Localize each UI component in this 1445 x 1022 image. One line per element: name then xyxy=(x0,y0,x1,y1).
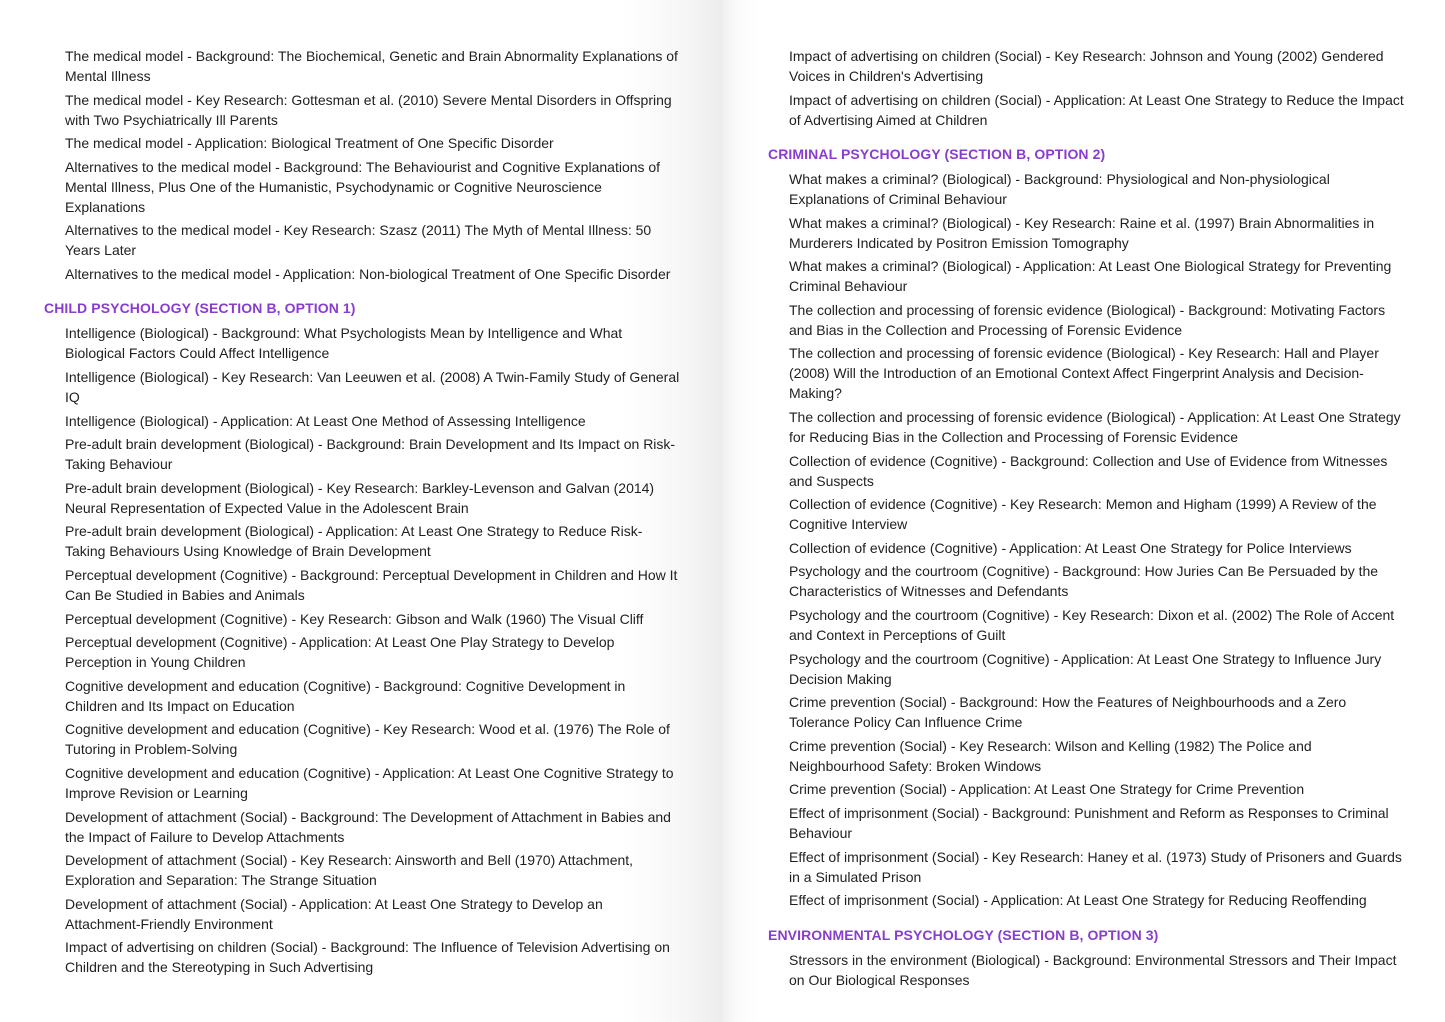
contents-entry[interactable]: The collection and processing of forensic evidence (Biological) - Background: Motivating Factors and Bias in the Collection and Processing of Forensic Evidence xyxy=(789,301,1386,338)
contents-entry[interactable]: Psychology and the courtroom (Cognitive) - Background: How Juries Can Be Persuaded by the Characteristics of Witnesses and Defendants xyxy=(789,563,1379,600)
contents-entry[interactable]: Impact of advertising on children (Social) - Background: The Influence of Television Advertising on Children and the Stereotyping in Such Advertising xyxy=(65,939,670,976)
contents-entry[interactable]: Impact of advertising on children (Social) - Application: At Least One Strategy to Reduce the Impact of Advertising Aimed at Children xyxy=(789,91,1404,128)
contents-entry[interactable]: Collection of evidence (Cognitive) - Background: Collection and Use of Evidence from Witnesses and Suspects xyxy=(789,452,1388,489)
contents-list-criminal-psychology xyxy=(768,169,1404,910)
contents-entry[interactable]: Perceptual development (Cognitive) - Key Research: Gibson and Walk (1960) The Visual Cliff xyxy=(65,610,644,627)
right-page xyxy=(722,0,1445,1022)
contents-entry[interactable]: Perceptual development (Cognitive) - Background: Perceptual Development in Children and How It Can Be Studied in Babies and Animals xyxy=(65,567,678,604)
contents-entry[interactable]: The medical model - Background: The Biochemical, Genetic and Brain Abnormality Explanations of Mental Illness xyxy=(65,48,678,84)
contents-entry[interactable]: Crime prevention (Social) - Application: At Least One Strategy for Crime Prevention xyxy=(789,781,1305,798)
contents-entry[interactable]: Psychology and the courtroom (Cognitive) - Application: At Least One Strategy to Influence Jury Decision Making xyxy=(789,650,1382,687)
contents-entry[interactable]: What makes a criminal? (Biological) - Background: Physiological and Non-physiological Explanations of Criminal Behaviour xyxy=(789,171,1330,208)
contents-entry[interactable]: Pre-adult brain development (Biological) - Application: At Least One Strategy to Reduce Risk-Taking Behaviours Using Knowledge of Brain Development xyxy=(65,523,643,560)
contents-entry[interactable]: Development of attachment (Social) - Key Research: Ainsworth and Bell (1970) Attachment, Exploration and Separation: The Strange Situation xyxy=(65,852,634,889)
contents-list-environmental-psychology xyxy=(768,950,1404,990)
contents-entry[interactable]: Stressors in the environment (Biological) - Background: Environmental Stressors and Their Impact on Our Biological Responses xyxy=(789,951,1397,988)
contents-entry[interactable]: Development of attachment (Social) - Application: At Least One Strategy to Develop an Attachment-Friendly Environment xyxy=(65,895,603,932)
contents-entry[interactable]: Alternatives to the medical model - Background: The Behaviourist and Cognitive Explanations of Mental Illness, Plus One of the Humanistic, Psychodynamic or Cognitive Neuroscience Explanations xyxy=(65,158,661,215)
section-heading-child-psychology[interactable]: CHILD PSYCHOLOGY (SECTION B, OPTION 1) xyxy=(44,300,356,317)
contents-list-top xyxy=(44,46,680,284)
contents-entry[interactable]: Alternatives to the medical model - Key Research: Szasz (2011) The Myth of Mental Illness: 50 Years Later xyxy=(65,222,652,259)
contents-entry[interactable]: Cognitive development and education (Cognitive) - Key Research: Wood et al. (1976) The Role of Tutoring in Problem-Solving xyxy=(65,721,670,758)
contents-entry[interactable]: Intelligence (Biological) - Application: At Least One Method of Assessing Intelligence xyxy=(65,412,586,429)
contents-entry[interactable]: The medical model - Key Research: Gottesman et al. (2010) Severe Mental Disorders in Offspring with Two Psychiatrically Ill Parents xyxy=(65,91,672,128)
contents-entry[interactable]: Impact of advertising on children (Social) - Key Research: Johnson and Young (2002) Gendered Voices in Children's Advertising xyxy=(789,48,1384,84)
contents-entry[interactable]: Collection of evidence (Cognitive) - Key Research: Memon and Higham (1999) A Review of the Cognitive Interview xyxy=(789,496,1377,533)
contents-entry[interactable]: Cognitive development and education (Cognitive) - Background: Cognitive Development in Children and Its Impact on Education xyxy=(65,677,626,714)
contents-entry[interactable]: Crime prevention (Social) - Background: How the Features of Neighbourhoods and a Zero Tolerance Policy Can Influence Crime xyxy=(789,694,1347,731)
contents-entry[interactable]: Collection of evidence (Cognitive) - Application: At Least One Strategy for Police Interviews xyxy=(789,539,1352,556)
contents-entry[interactable]: Intelligence (Biological) - Key Research: Van Leeuwen et al. (2008) A Twin-Family Study of General IQ xyxy=(65,369,680,406)
left-column xyxy=(44,46,680,981)
contents-entry[interactable]: The medical model - Application: Biological Treatment of One Specific Disorder xyxy=(65,135,554,152)
contents-entry[interactable]: Effect of imprisonment (Social) - Application: At Least One Strategy for Reducing Reoffending xyxy=(789,892,1367,909)
contents-entry[interactable]: Pre-adult brain development (Biological) - Background: Brain Development and Its Impact on Risk-Taking Behaviour xyxy=(65,436,676,473)
section-heading-criminal-psychology[interactable]: CRIMINAL PSYCHOLOGY (SECTION B, OPTION 2) xyxy=(768,146,1106,163)
section-heading-environmental-psychology[interactable]: ENVIRONMENTAL PSYCHOLOGY (SECTION B, OPTION 3) xyxy=(768,926,1159,943)
contents-list-top xyxy=(768,46,1404,130)
left-page xyxy=(0,0,722,1022)
contents-entry[interactable]: Alternatives to the medical model - Application: Non-biological Treatment of One Specific Disorder xyxy=(65,265,671,282)
contents-entry[interactable]: Effect of imprisonment (Social) - Key Research: Haney et al. (1973) Study of Prisoners and Guards in a Simulated Prison xyxy=(789,848,1402,885)
contents-entry[interactable]: Perceptual development (Cognitive) - Application: At Least One Play Strategy to Develop Perception in Young Children xyxy=(65,634,615,671)
contents-entry[interactable]: Crime prevention (Social) - Key Research: Wilson and Kelling (1982) The Police and Neighbourhood Safety: Broken Windows xyxy=(789,737,1312,774)
contents-list-child-psychology xyxy=(44,323,680,977)
contents-entry[interactable]: Pre-adult brain development (Biological) - Key Research: Barkley-Levenson and Galvan (2014) Neural Representation of Expected Value in the Adolescent Brain xyxy=(65,479,655,516)
contents-entry[interactable]: The collection and processing of forensic evidence (Biological) - Key Research: Hall and Player (2008) Will the Introduction of an Emotional Context Affect Fingerprint Analysis and Decision-Making? xyxy=(789,345,1379,402)
contents-entry[interactable]: Psychology and the courtroom (Cognitive) - Key Research: Dixon et al. (2002) The Role of Accent and Context in Perceptions of Guilt xyxy=(789,607,1395,644)
contents-entry[interactable]: Effect of imprisonment (Social) - Background: Punishment and Reform as Responses to Criminal Behaviour xyxy=(789,805,1389,841)
contents-entry[interactable]: Development of attachment (Social) - Background: The Development of Attachment in Babies and the Impact of Failure to Develop Attachments xyxy=(65,808,671,845)
right-column xyxy=(768,46,1404,993)
contents-entry[interactable]: Intelligence (Biological) - Background: What Psychologists Mean by Intelligence and What Biological Factors Could Affect Intelligence xyxy=(65,325,623,362)
contents-entry[interactable]: What makes a criminal? (Biological) - Application: At Least One Biological Strategy for Preventing Criminal Behaviour xyxy=(789,258,1392,295)
contents-entry[interactable]: The collection and processing of forensic evidence (Biological) - Application: At Least One Strategy for Reducing Bias in the Collection and Processing of Forensic Evidence xyxy=(789,409,1401,446)
contents-entry[interactable]: What makes a criminal? (Biological) - Key Research: Raine et al. (1997) Brain Abnormalities in Murderers Indicated by Positron Emission Tomography xyxy=(789,214,1375,251)
contents-entry[interactable]: Cognitive development and education (Cognitive) - Application: At Least One Cognitive Strategy to Improve Revision or Learning xyxy=(65,765,674,801)
